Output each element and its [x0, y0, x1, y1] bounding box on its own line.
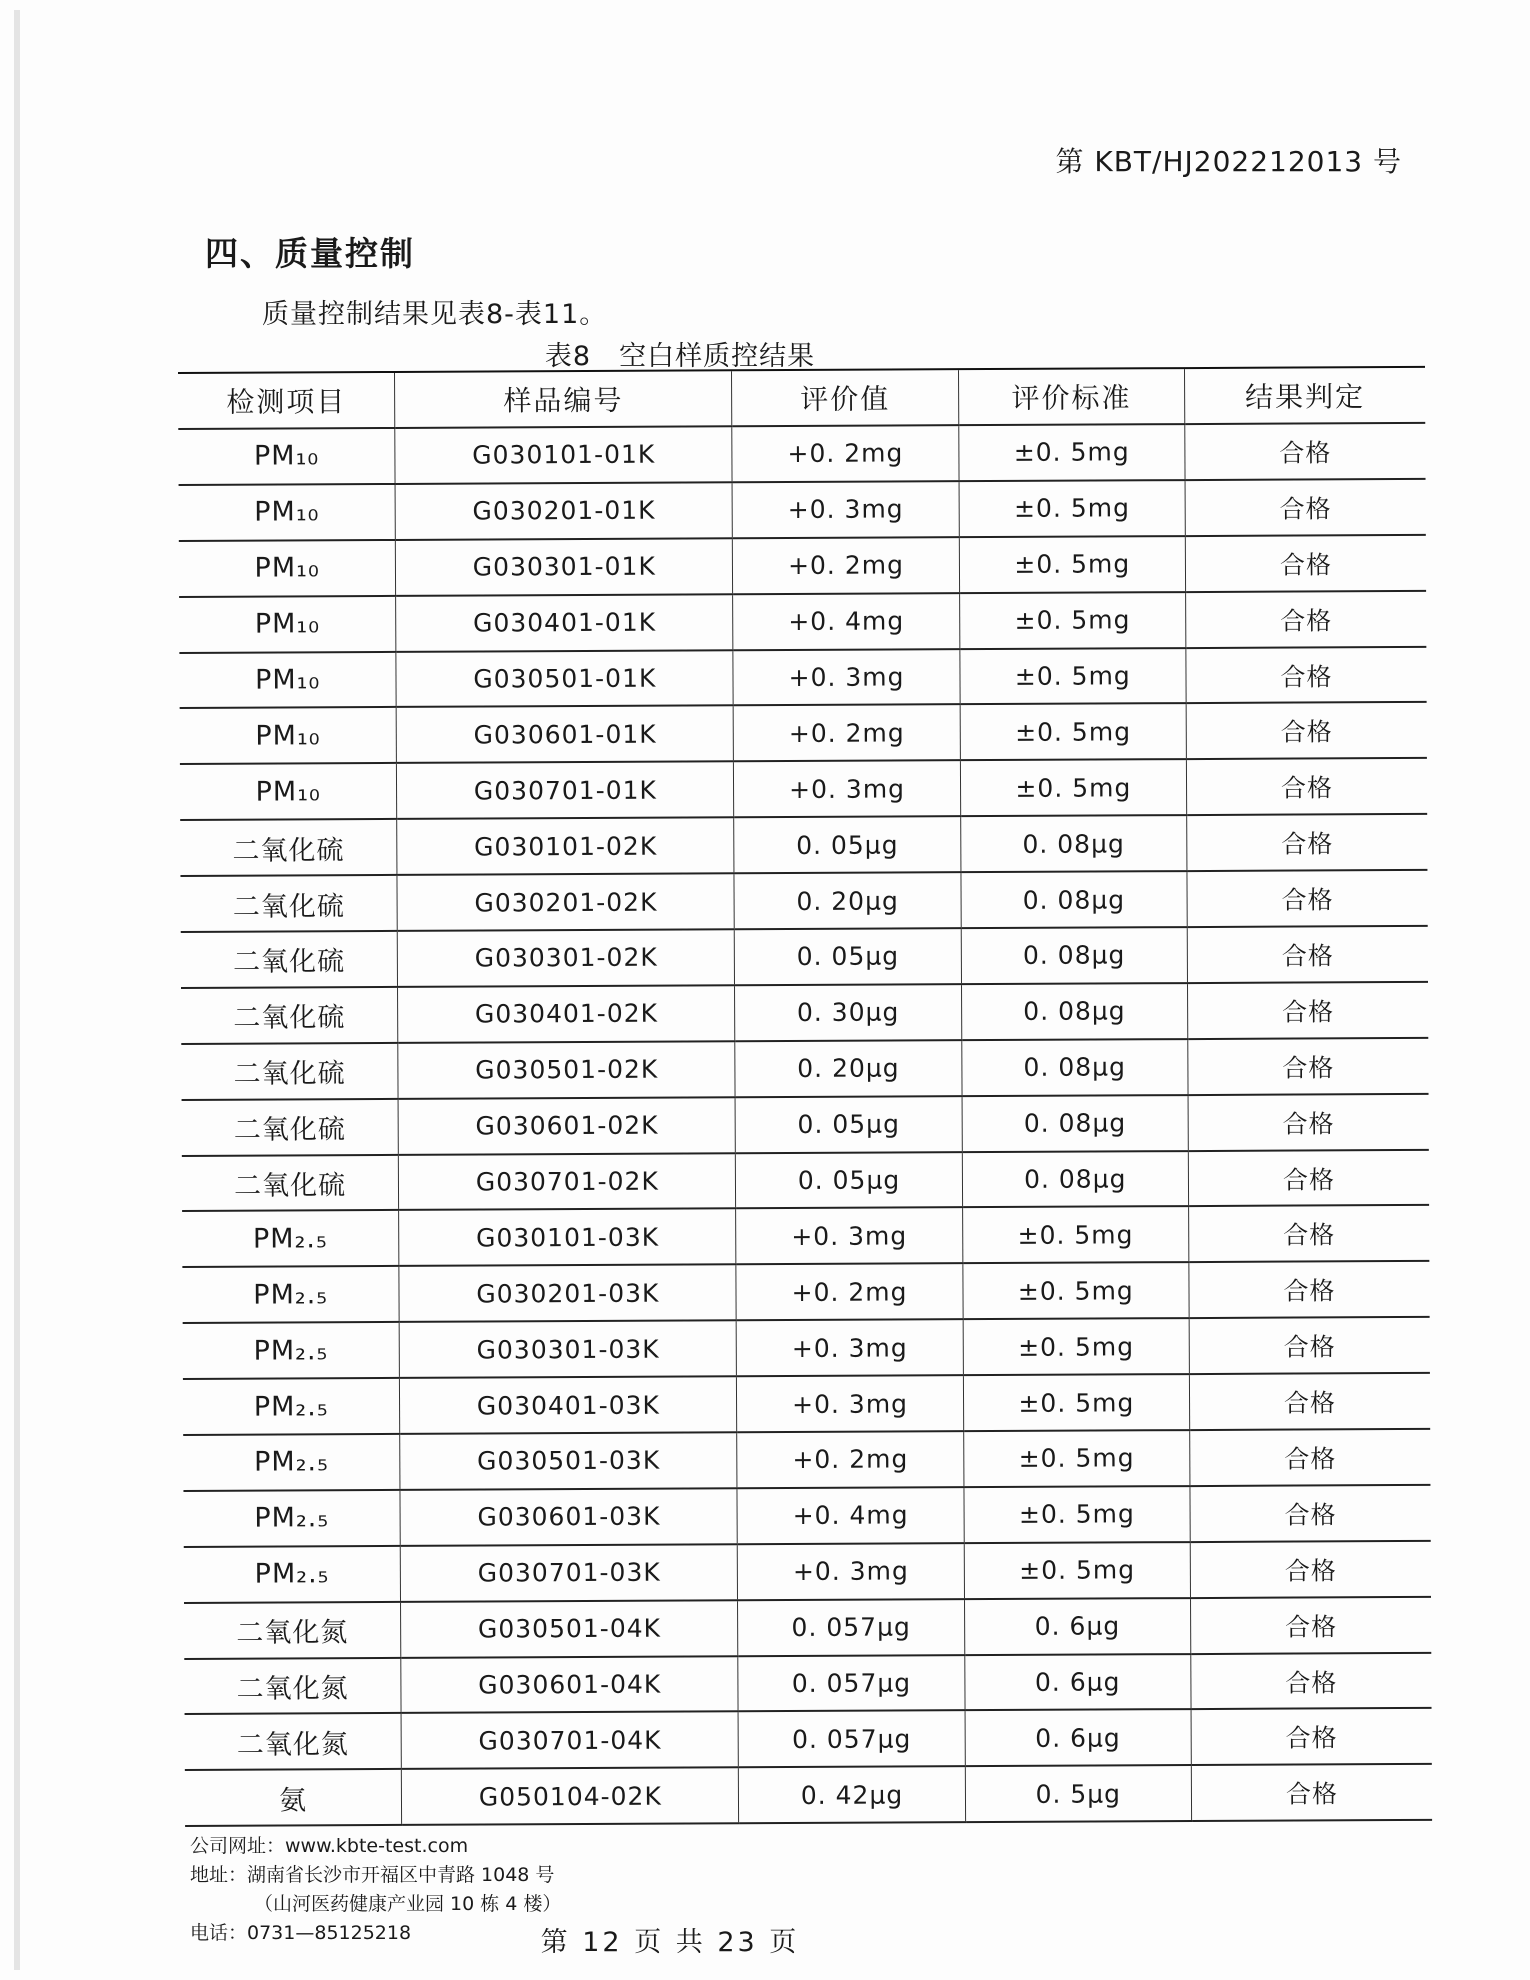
table-row [182, 1205, 1429, 1267]
table-row [181, 1038, 1428, 1100]
table-row [179, 479, 1426, 541]
cell-value: 0. 057μg [738, 1711, 965, 1768]
cell-sample-id: G030701-01K [397, 762, 734, 820]
table-row [183, 1485, 1430, 1547]
cell-item: 二氧化硫 [182, 1155, 399, 1212]
cell-standard: ±0. 5mg [963, 1374, 1190, 1431]
table-row [179, 535, 1426, 597]
cell-value: 0. 05μg [736, 1152, 963, 1209]
cell-item: 二氧化硫 [180, 875, 397, 932]
cell-standard: ±0. 5mg [960, 648, 1187, 705]
cell-standard: 0. 08μg [961, 1039, 1188, 1096]
cell-value: +0. 3mg [738, 1543, 965, 1600]
cell-value: +0. 3mg [733, 649, 960, 706]
cell-value: +0. 3mg [734, 761, 961, 818]
cell-sample-id: G030501-02K [398, 1041, 735, 1099]
cell-result: 合格 [1186, 758, 1427, 815]
table-row [178, 423, 1425, 485]
cell-sample-id: G030301-01K [396, 538, 733, 596]
cell-result: 合格 [1189, 1261, 1430, 1318]
cell-sample-id: G030101-02K [397, 818, 734, 876]
footer-phone: 电话：0731—85125218 [190, 1922, 412, 1944]
table-row [180, 758, 1427, 820]
cell-result: 合格 [1185, 535, 1426, 592]
cell-sample-id: G030301-03K [399, 1321, 736, 1379]
cell-item: PM₂.₅ [183, 1490, 400, 1547]
cell-value: +0. 3mg [737, 1319, 964, 1376]
cell-sample-id: G030201-01K [395, 482, 732, 540]
footer-address-detail: （山河医药健康产业园 10 栋 4 楼） [254, 1893, 562, 1915]
cell-sample-id: G050104-02K [402, 1768, 739, 1826]
cell-standard: 0. 08μg [960, 815, 1187, 872]
cell-standard: ±0. 5mg [960, 759, 1187, 816]
cell-result: 合格 [1186, 646, 1427, 703]
cell-item: 二氧化硫 [181, 1043, 398, 1100]
section-intro: 质量控制结果见表8-表11。 [262, 299, 608, 330]
cell-result: 合格 [1188, 1038, 1429, 1095]
cell-standard: 0. 08μg [961, 871, 1188, 928]
column-header-result: 结果判定 [1184, 367, 1425, 424]
cell-standard: ±0. 5mg [959, 536, 1186, 593]
cell-sample-id: G030601-01K [396, 706, 733, 764]
scan-edge [14, 10, 20, 1970]
cell-item: 二氧化氮 [184, 1658, 401, 1715]
cell-standard: 0. 6μg [964, 1598, 1191, 1655]
cell-standard: ±0. 5mg [958, 424, 1185, 481]
cell-value: +0. 4mg [733, 593, 960, 650]
cell-sample-id: G030501-04K [401, 1600, 738, 1658]
cell-item: PM₁₀ [178, 428, 395, 485]
cell-standard: 0. 08μg [962, 1151, 1189, 1208]
page-number: 第 12 页 共 23 页 [540, 1927, 800, 1958]
table-row [180, 702, 1427, 764]
cell-value: +0. 4mg [737, 1487, 964, 1544]
table-row [181, 982, 1428, 1044]
cell-value: +0. 2mg [736, 1264, 963, 1321]
cell-standard: 0. 08μg [961, 983, 1188, 1040]
cell-result: 合格 [1185, 423, 1426, 480]
table-row [183, 1373, 1430, 1435]
table-row [182, 1149, 1429, 1211]
cell-item: PM₁₀ [179, 484, 396, 541]
cell-item: PM₁₀ [180, 763, 397, 820]
cell-sample-id: G030101-01K [395, 426, 732, 484]
table-row [181, 926, 1428, 988]
cell-result: 合格 [1190, 1597, 1431, 1654]
cell-sample-id: G030601-03K [400, 1488, 737, 1546]
table-row [185, 1764, 1432, 1826]
cell-standard: ±0. 5mg [964, 1542, 1191, 1599]
cell-standard: ±0. 5mg [959, 592, 1186, 649]
cell-result: 合格 [1188, 1149, 1429, 1206]
table-row [184, 1597, 1431, 1659]
cell-standard: ±0. 5mg [964, 1486, 1191, 1543]
cell-value: +0. 2mg [733, 705, 960, 762]
table-caption: 表8 空白样质控结果 [544, 341, 816, 372]
cell-value: 0. 20μg [734, 872, 961, 929]
table-row [179, 591, 1426, 653]
cell-result: 合格 [1189, 1205, 1430, 1262]
cell-item: 二氧化硫 [181, 987, 398, 1044]
cell-value: 0. 05μg [734, 816, 961, 873]
cell-sample-id: G030701-04K [401, 1712, 738, 1770]
cell-value: 0. 057μg [738, 1599, 965, 1656]
cell-value: 0. 42μg [739, 1767, 966, 1824]
cell-standard: 0. 5μg [965, 1765, 1192, 1822]
cell-sample-id: G030201-02K [397, 873, 734, 931]
cell-item: 二氧化硫 [182, 1099, 399, 1156]
cell-standard: ±0. 5mg [962, 1207, 1189, 1264]
cell-item: PM₁₀ [179, 540, 396, 597]
cell-item: PM₂.₅ [182, 1266, 399, 1323]
column-header-item: 检测项目 [178, 372, 395, 429]
cell-result: 合格 [1186, 591, 1427, 648]
cell-item: PM₂.₅ [184, 1546, 401, 1603]
cell-value: 0. 20μg [735, 1040, 962, 1097]
cell-value: 0. 057μg [738, 1655, 965, 1712]
table-row [184, 1652, 1431, 1714]
cell-value: +0. 2mg [737, 1431, 964, 1488]
cell-result: 合格 [1191, 1708, 1432, 1765]
column-header-value: 评价值 [732, 369, 959, 426]
cell-item: PM₂.₅ [183, 1434, 400, 1491]
cell-result: 合格 [1190, 1429, 1431, 1486]
cell-sample-id: G030201-03K [399, 1265, 736, 1323]
cell-result: 合格 [1189, 1317, 1430, 1374]
cell-item: PM₂.₅ [183, 1322, 400, 1379]
cell-value: +0. 3mg [732, 481, 959, 538]
cell-sample-id: G030601-02K [398, 1097, 735, 1155]
cell-sample-id: G030101-03K [399, 1209, 736, 1267]
table-row [182, 1261, 1429, 1323]
footer-address: 地址：湖南省长沙市开福区中青路 1048 号 [190, 1864, 555, 1886]
cell-standard: 0. 6μg [965, 1710, 1192, 1767]
blank-sample-qc-table [178, 366, 1432, 1827]
cell-sample-id: G030701-02K [399, 1153, 736, 1211]
cell-item: PM₁₀ [180, 707, 397, 764]
cell-value: +0. 3mg [737, 1375, 964, 1432]
cell-item: 二氧化氮 [185, 1713, 402, 1770]
cell-value: 0. 30μg [735, 984, 962, 1041]
cell-sample-id: G030701-03K [401, 1544, 738, 1602]
cell-item: 二氧化硫 [180, 819, 397, 876]
table-row [179, 646, 1426, 708]
cell-result: 合格 [1190, 1485, 1431, 1542]
column-header-sample-id: 样品编号 [395, 370, 732, 428]
table-row [183, 1317, 1430, 1379]
cell-result: 合格 [1189, 1373, 1430, 1430]
cell-result: 合格 [1187, 982, 1428, 1039]
section-title: 四、质量控制 [205, 234, 415, 273]
cell-sample-id: G030601-04K [401, 1656, 738, 1714]
cell-item: PM₂.₅ [182, 1210, 399, 1267]
cell-item: 二氧化氮 [184, 1602, 401, 1659]
cell-result: 合格 [1190, 1541, 1431, 1598]
cell-item: 氨 [185, 1769, 402, 1826]
cell-standard: ±0. 5mg [959, 480, 1186, 537]
cell-item: PM₁₀ [179, 596, 396, 653]
column-header-standard: 评价标准 [958, 368, 1185, 425]
cell-standard: ±0. 5mg [960, 704, 1187, 761]
cell-standard: ±0. 5mg [963, 1318, 1190, 1375]
cell-value: +0. 2mg [733, 537, 960, 594]
cell-standard: 0. 08μg [962, 1095, 1189, 1152]
cell-result: 合格 [1191, 1652, 1432, 1709]
cell-item: PM₁₀ [179, 651, 396, 708]
cell-sample-id: G030401-03K [400, 1376, 737, 1434]
table-header-row [178, 367, 1425, 429]
table-row [180, 870, 1427, 932]
cell-result: 合格 [1188, 1094, 1429, 1151]
cell-item: 二氧化硫 [181, 931, 398, 988]
report-number: 第 KBT/HJ202212013 号 [1055, 145, 1402, 178]
cell-result: 合格 [1187, 926, 1428, 983]
cell-result: 合格 [1187, 870, 1428, 927]
cell-result: 合格 [1185, 479, 1426, 536]
cell-value: 0. 05μg [735, 1096, 962, 1153]
table-row [183, 1429, 1430, 1491]
cell-result: 合格 [1187, 814, 1428, 871]
footer-website: 公司网址：www.kbte-test.com [190, 1835, 469, 1857]
cell-value: +0. 3mg [736, 1208, 963, 1265]
cell-result: 合格 [1191, 1764, 1432, 1821]
cell-sample-id: G030401-01K [396, 594, 733, 652]
cell-standard: 0. 08μg [961, 927, 1188, 984]
cell-result: 合格 [1186, 702, 1427, 759]
cell-sample-id: G030501-03K [400, 1432, 737, 1490]
table-row [185, 1708, 1432, 1770]
cell-sample-id: G030301-02K [398, 929, 735, 987]
cell-standard: ±0. 5mg [963, 1262, 1190, 1319]
cell-sample-id: G030501-01K [396, 650, 733, 708]
table-row [180, 814, 1427, 876]
cell-sample-id: G030401-02K [398, 985, 735, 1043]
cell-standard: 0. 6μg [964, 1654, 1191, 1711]
cell-value: 0. 05μg [735, 928, 962, 985]
cell-value: +0. 2mg [732, 425, 959, 482]
cell-standard: ±0. 5mg [963, 1430, 1190, 1487]
table-row [184, 1541, 1431, 1603]
cell-item: PM₂.₅ [183, 1378, 400, 1435]
table-body [178, 423, 1432, 1826]
table-row [182, 1094, 1429, 1156]
